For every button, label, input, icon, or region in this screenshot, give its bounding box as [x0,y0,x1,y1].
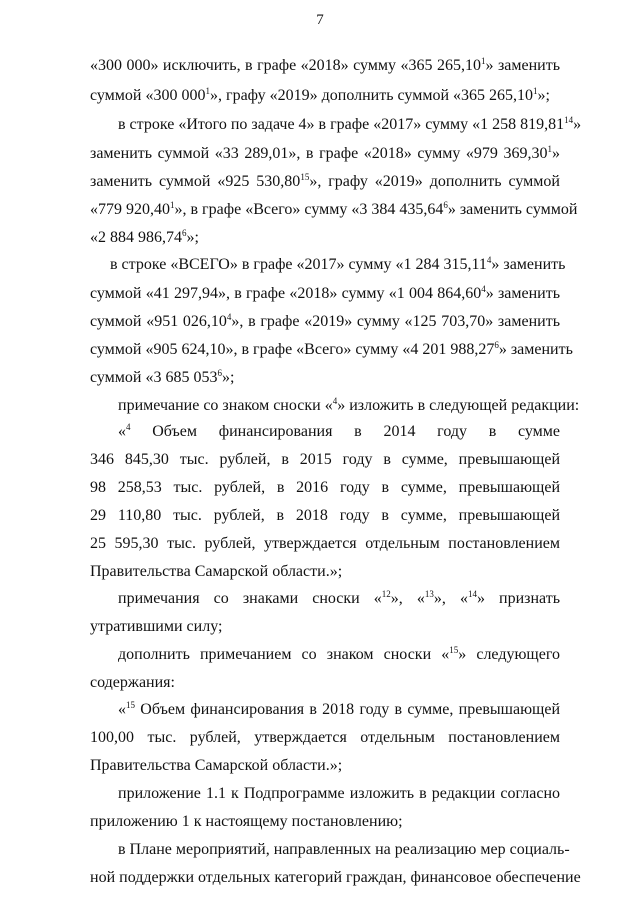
text-line: «$^4$ Объем финансирования в 2014 году в сумме [118,422,560,440]
text-line: приложение 1.1 к Подпрограмме изложить в редакции согласно [118,785,560,802]
text-line: суммой «951 026,10$^4$», в графе «2019» сумму «125 703,70» заменить [90,312,560,330]
footnote-marker: 12 [381,589,391,599]
text-line: 98 258,53 тыс. рублей, в 2016 году в сумме, превышающей [90,479,560,496]
text-line: суммой «3 685 $053^6$»; [90,368,235,386]
footnote-marker: 6 [494,340,499,350]
text-line: 100,00 тыс. рублей, утверждается отдельным постановлением [90,729,560,746]
footnote-marker: 4 [486,255,492,265]
text-line: ной поддержки отдельных категорий граждан, финансовое обеспечение [90,869,581,886]
footnote-marker: 15 [300,172,310,182]
footnote-marker: 14 [564,115,574,125]
footnote-marker: 1 [205,86,210,96]
text-line: суммой «905 624,10», в графе «Всего» сумму «4 201 988,27$^6$» заменить [90,340,573,358]
text-line: суммой «300 $000^1$», графу «2019» дополнить суммой «365 265,10$^1$»; [90,86,550,104]
footnote-marker: 14 [467,589,477,599]
text-line: в строке «ВСЕГО» в графе «2017» сумму «1 284 315,11$^4$» заменить [110,255,566,273]
footnote-marker: 15 [126,700,135,710]
text-line: Правительства Самарской области.»; [90,757,343,774]
text-line: примечания со знаками сноски «$^{12}$», «$^{13}$», «$^{14}$» признать [118,589,561,607]
text-line: приложению 1 к настоящему постановлению; [90,813,403,830]
text-line: заменить суммой «33 289,01», в графе «2018» сумму «979 369,30$^1$» [90,144,560,162]
text-line: «2 884 986,74$^6$»; [90,228,199,246]
text-line: суммой «41 297,94», в графе «2018» сумму «1 004 864,60$^4$» заменить [90,284,561,302]
footnote-marker: 1 [480,56,486,66]
text-line: примечание со знаком сноски «$^4$» изложить в следующей редакции: [118,396,580,414]
text-line: заменить суммой «925 530,80$^{15}$», графу «2019» дополнить суммой [90,172,560,190]
text-line: «300 000» исключить, в графе «2018» сумму «365 265,10$^1$» заменить [90,56,561,74]
footnote-marker: 6 [443,200,448,210]
footnote-marker: 15 [449,645,459,655]
footnote-marker: 6 [217,368,222,378]
text-line: в строке «Итого по задаче 4» в графе «2017» сумму «1 258 819,81$^{14}$» [118,115,582,133]
text-line: 346 845,30 тыс. рублей, в 2015 году в сумме, превышающей [90,451,560,468]
text-line: «$^{15}$ Объем финансирования в 2018 году в сумме, превышающей [118,700,560,718]
page-number: 7 [316,12,324,28]
text-line: «779 920,40$^1$», в графе «Всего» сумму «3 384 435,64$^6$» заменить суммой [90,200,578,218]
footnote-marker: 1 [170,200,175,210]
text-line: дополнить примечанием со знаком сноски «$^{15}$» следующего [118,645,560,663]
text-line: в Плане мероприятий, направленных на реализацию мер социаль- [118,841,570,858]
footnote-marker: 4 [226,312,232,322]
footnote-marker: 6 [182,228,187,238]
footnote-marker: 4 [126,422,131,432]
footnote-marker: 13 [424,589,434,599]
text-line: 29 110,80 тыс. рублей, в 2018 году в сумме, превышающей [90,507,560,524]
footnote-marker: 1 [533,86,538,96]
text-line: 25 595,30 тыс. рублей, утверждается отдельным постановлением [90,535,560,552]
text-line: утратившими силу; [90,618,223,635]
footnote-marker: 4 [332,396,338,406]
footnote-marker: 1 [547,144,552,154]
text-line: Правительства Самарской области.»; [90,563,343,580]
text-line: содержания: [90,674,175,691]
footnote-marker: 4 [481,284,486,294]
